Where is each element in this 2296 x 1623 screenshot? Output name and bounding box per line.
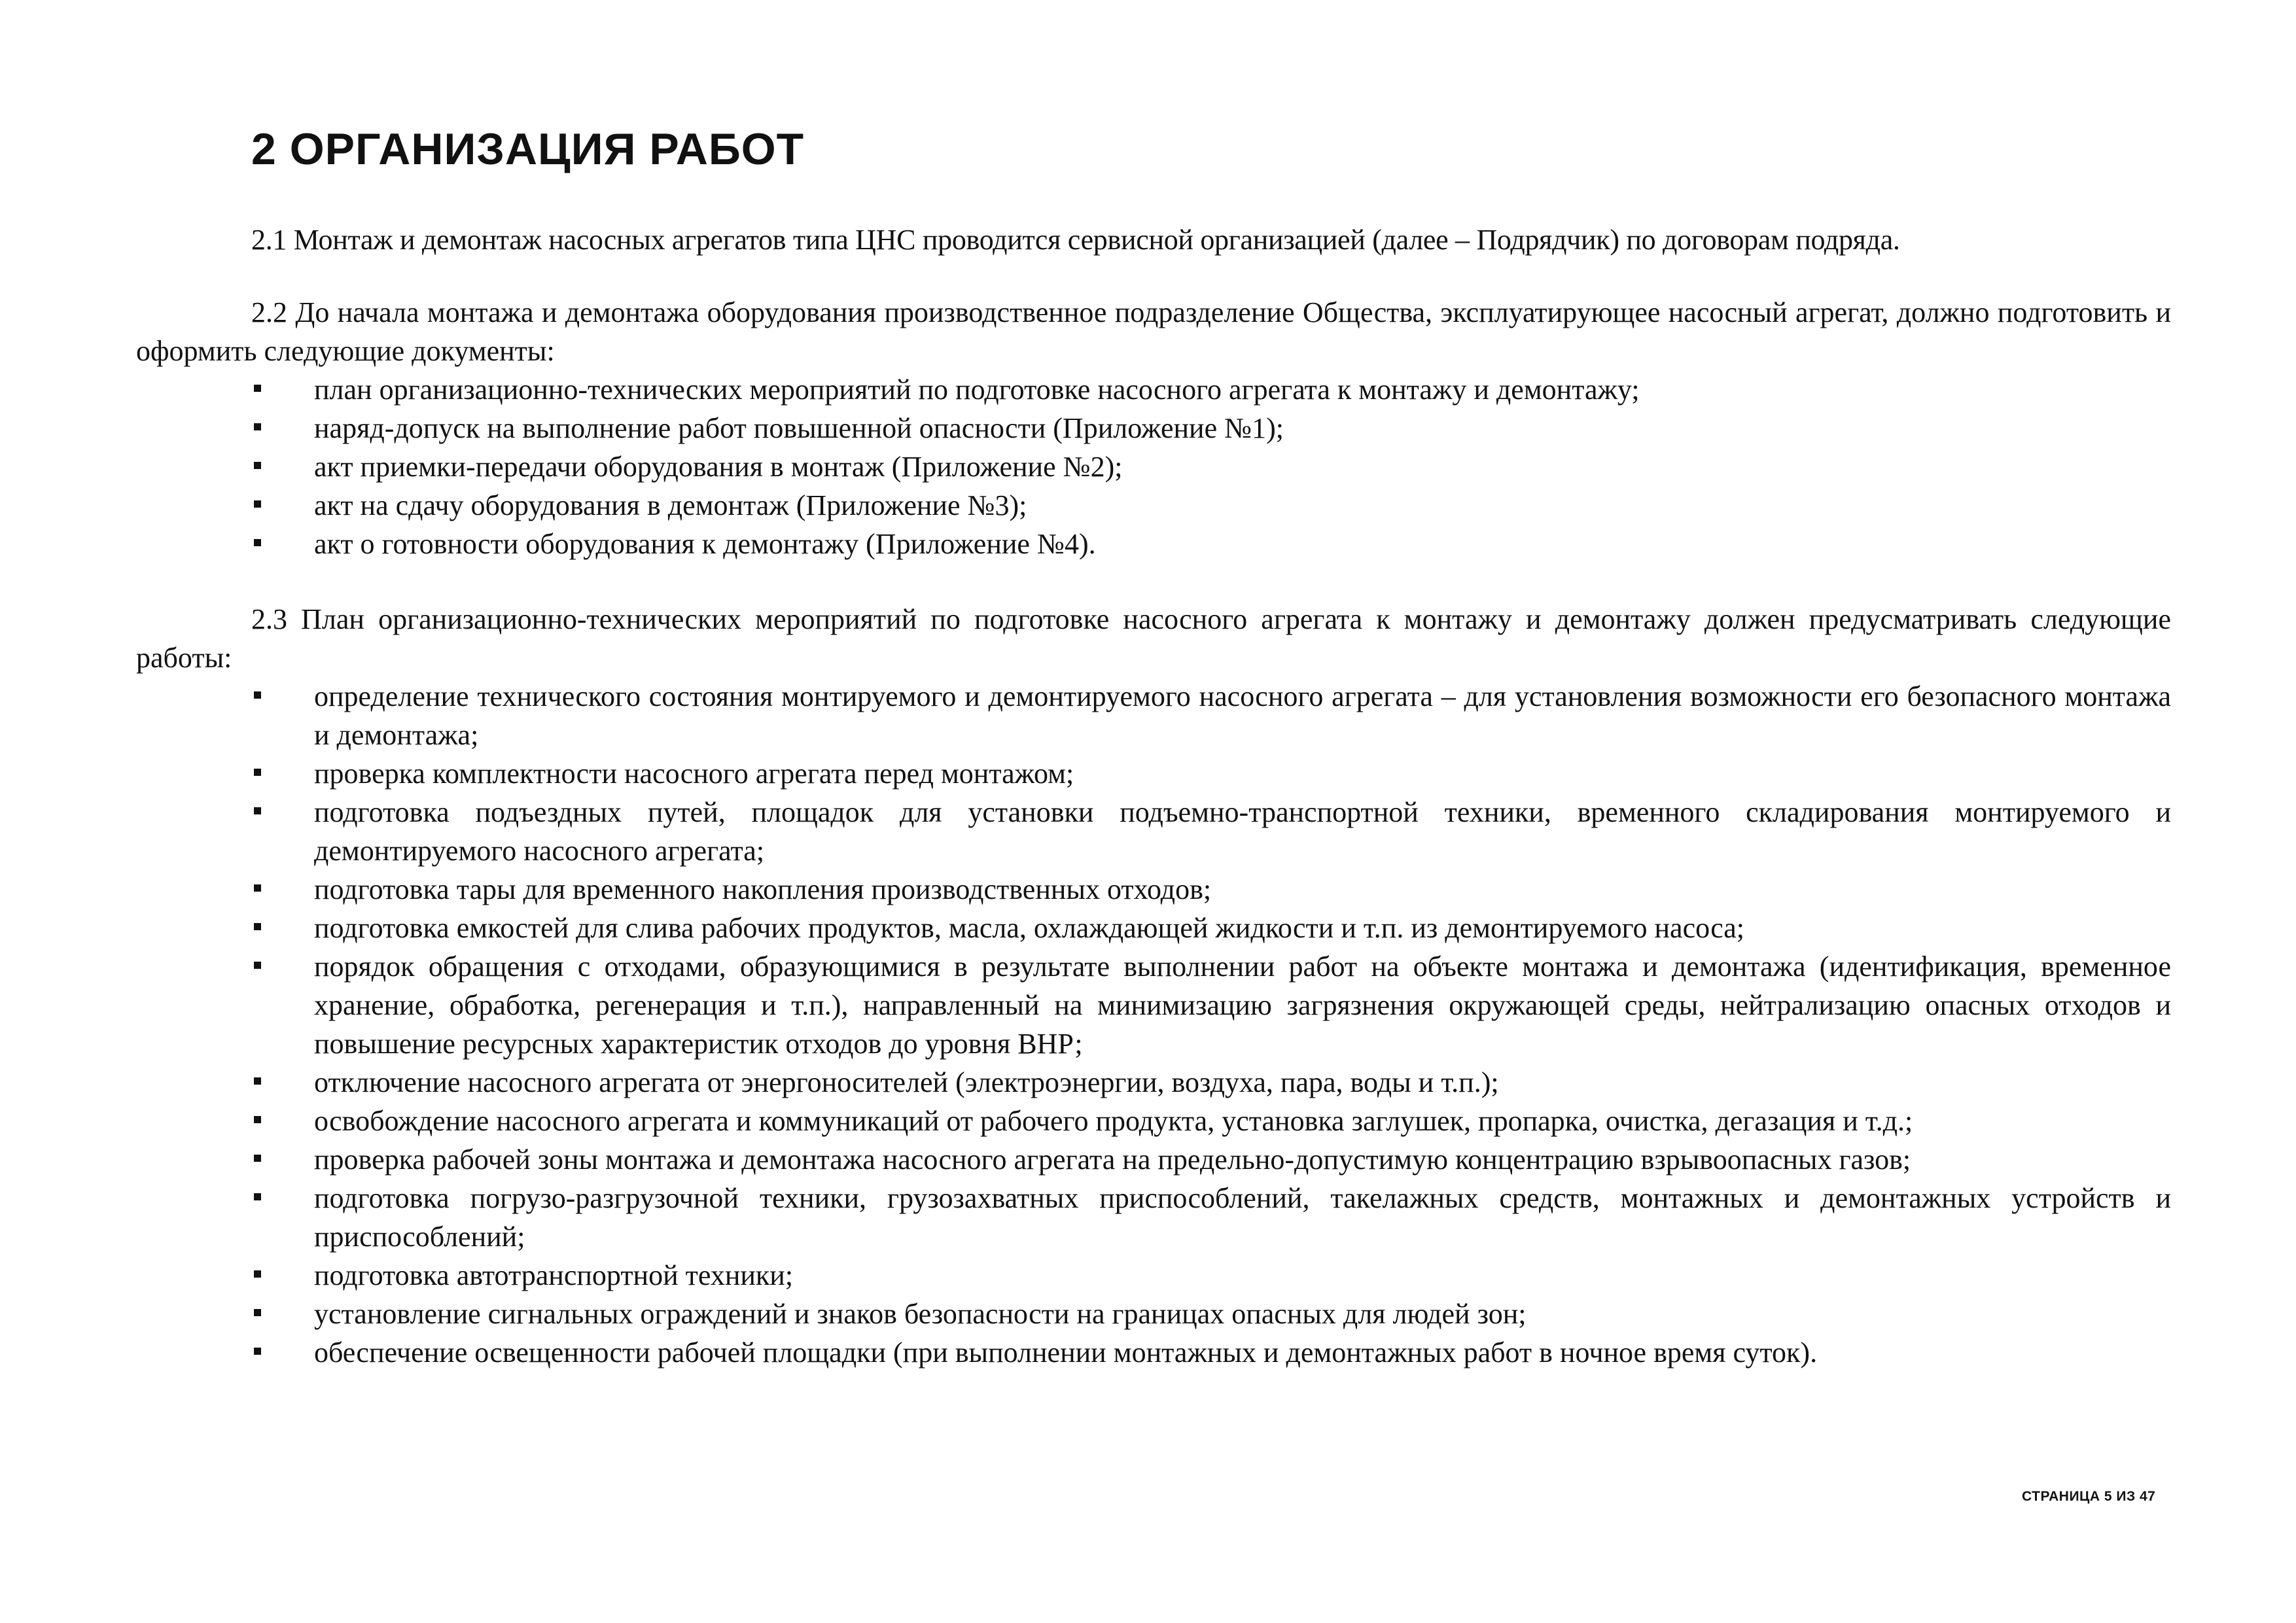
square-bullet-icon [254,807,261,814]
page-title: 2 ОРГАНИЗАЦИЯ РАБОТ [251,124,805,174]
square-bullet-icon [254,1077,261,1085]
list-item-text: проверка комплектности насосного агрегата перед монтажом; [314,758,1074,790]
list-item-text: отключение насосного агрегата от энергоносителей (электроэнергии, воздуха, пара, воды и т.п.); [314,1066,1499,1098]
list-item-text: подготовка автотранспортной техники; [314,1259,794,1291]
list-item [136,1063,2171,1102]
list-item-text: акт о готовности оборудования к демонтажу (Приложение №4). [314,528,1096,560]
square-bullet-icon [254,1309,261,1316]
list-item [136,1140,2171,1179]
list-item [136,409,2171,447]
works-list [136,677,2171,1372]
list-item-text: акт приемки-передачи оборудования в монтаж (Приложение №2); [314,451,1123,483]
square-bullet-icon [254,1348,261,1355]
list-item-text: план организационно-технических мероприятий по подготовке насосного агрегата к монтажу и демонтажу; [314,374,1640,406]
square-bullet-icon [254,539,261,546]
square-bullet-icon [254,962,261,969]
list-item-text: обеспечение освещенности рабочей площадки (при выполнении монтажных и демонтажных работ в ночное время суток). [314,1336,1818,1369]
list-item [136,947,2171,1063]
list-item [136,447,2171,486]
paragraph-2-3-intro: 2.3 План организационно-технических мероприятий по подготовке насосного агрегата к монтажу и демонтажу должен предусматривать следующие работы: [136,603,2171,674]
paragraph-2-2-intro: 2.2 До начала монтажа и демонтажа оборудования производственное подразделение Общества, эксплуатирующее насосный агрегат, должно подготовить и оформить следующие документы: [136,296,2171,367]
document-body [136,220,2171,1372]
list-item [136,525,2171,563]
list-item [136,1295,2171,1333]
list-item [136,677,2171,754]
list-item-text: наряд-допуск на выполнение работ повышенной опасности (Приложение №1); [314,412,1284,444]
list-item [136,1102,2171,1140]
square-bullet-icon [254,1155,261,1162]
list-item-text: проверка рабочей зоны монтажа и демонтажа насосного агрегата на предельно-допустимую концентрацию взрывоопасных газов; [314,1143,1911,1176]
list-item [136,754,2171,793]
list-item [136,870,2171,909]
list-item-text: освобождение насосного агрегата и коммуникаций от рабочего продукта, установка заглушек, пропарка, очистка, дегазация и т.д.; [314,1105,1913,1137]
square-bullet-icon [254,385,261,392]
square-bullet-icon [254,923,261,930]
list-item-text: подготовка тары для временного накопления производственных отходов; [314,873,1212,905]
list-item [136,1256,2171,1295]
square-bullet-icon [254,1270,261,1278]
list-item-text: порядок обращения с отходами, образующимися в результате выполнении работ на объекте монтажа и демонтажа (идентификация, временное хранение, обработка, регенерация и т.п.), направленный на минимизацию загрязнения окружающей среды, нейтрализацию опасных отходов и повышение ресурсных характеристик отходов до уровня ВНР; [314,951,2171,1060]
list-item-text: акт на сдачу оборудования в демонтаж (Приложение №3); [314,489,1027,521]
square-bullet-icon [254,500,261,508]
list-item-text: определение технического состояния монтируемого и демонтируемого насосного агрегата – для установления возможности его безопасного монтажа и демонтажа; [314,680,2171,751]
square-bullet-icon [254,1116,261,1123]
square-bullet-icon [254,423,261,430]
square-bullet-icon [254,1193,261,1200]
list-item [136,370,2171,409]
page-number: СТРАНИЦА 5 ИЗ 47 [2022,1489,2156,1504]
list-item-text: установление сигнальных ограждений и знаков безопасности на границах опасных для людей зон; [314,1298,1527,1330]
list-item-text: подготовка подъездных путей, площадок для установки подъемно-транспортной техники, временного складирования монтируемого и демонтируемого насосного агрегата; [314,796,2171,867]
list-item [136,909,2171,947]
documents-list [136,370,2171,563]
list-item [136,793,2171,870]
square-bullet-icon [254,691,261,699]
list-item-text: подготовка емкостей для слива рабочих продуктов, масла, охлаждающей жидкости и т.п. из демонтируемого насоса; [314,912,1745,944]
list-item-text: подготовка погрузо-разгрузочной техники, грузозахватных приспособлений, такелажных средств, монтажных и демонтажных устройств и приспособлений; [314,1182,2171,1253]
list-item [136,1333,2171,1372]
square-bullet-icon [254,769,261,776]
square-bullet-icon [254,462,261,469]
paragraph-2-1: 2.1 Монтаж и демонтаж насосных агрегатов типа ЦНС проводится сервисной организацией (далее – Подрядчик) по договорам подряда. [251,224,1900,256]
square-bullet-icon [254,884,261,892]
list-item [136,1179,2171,1256]
list-item [136,486,2171,525]
